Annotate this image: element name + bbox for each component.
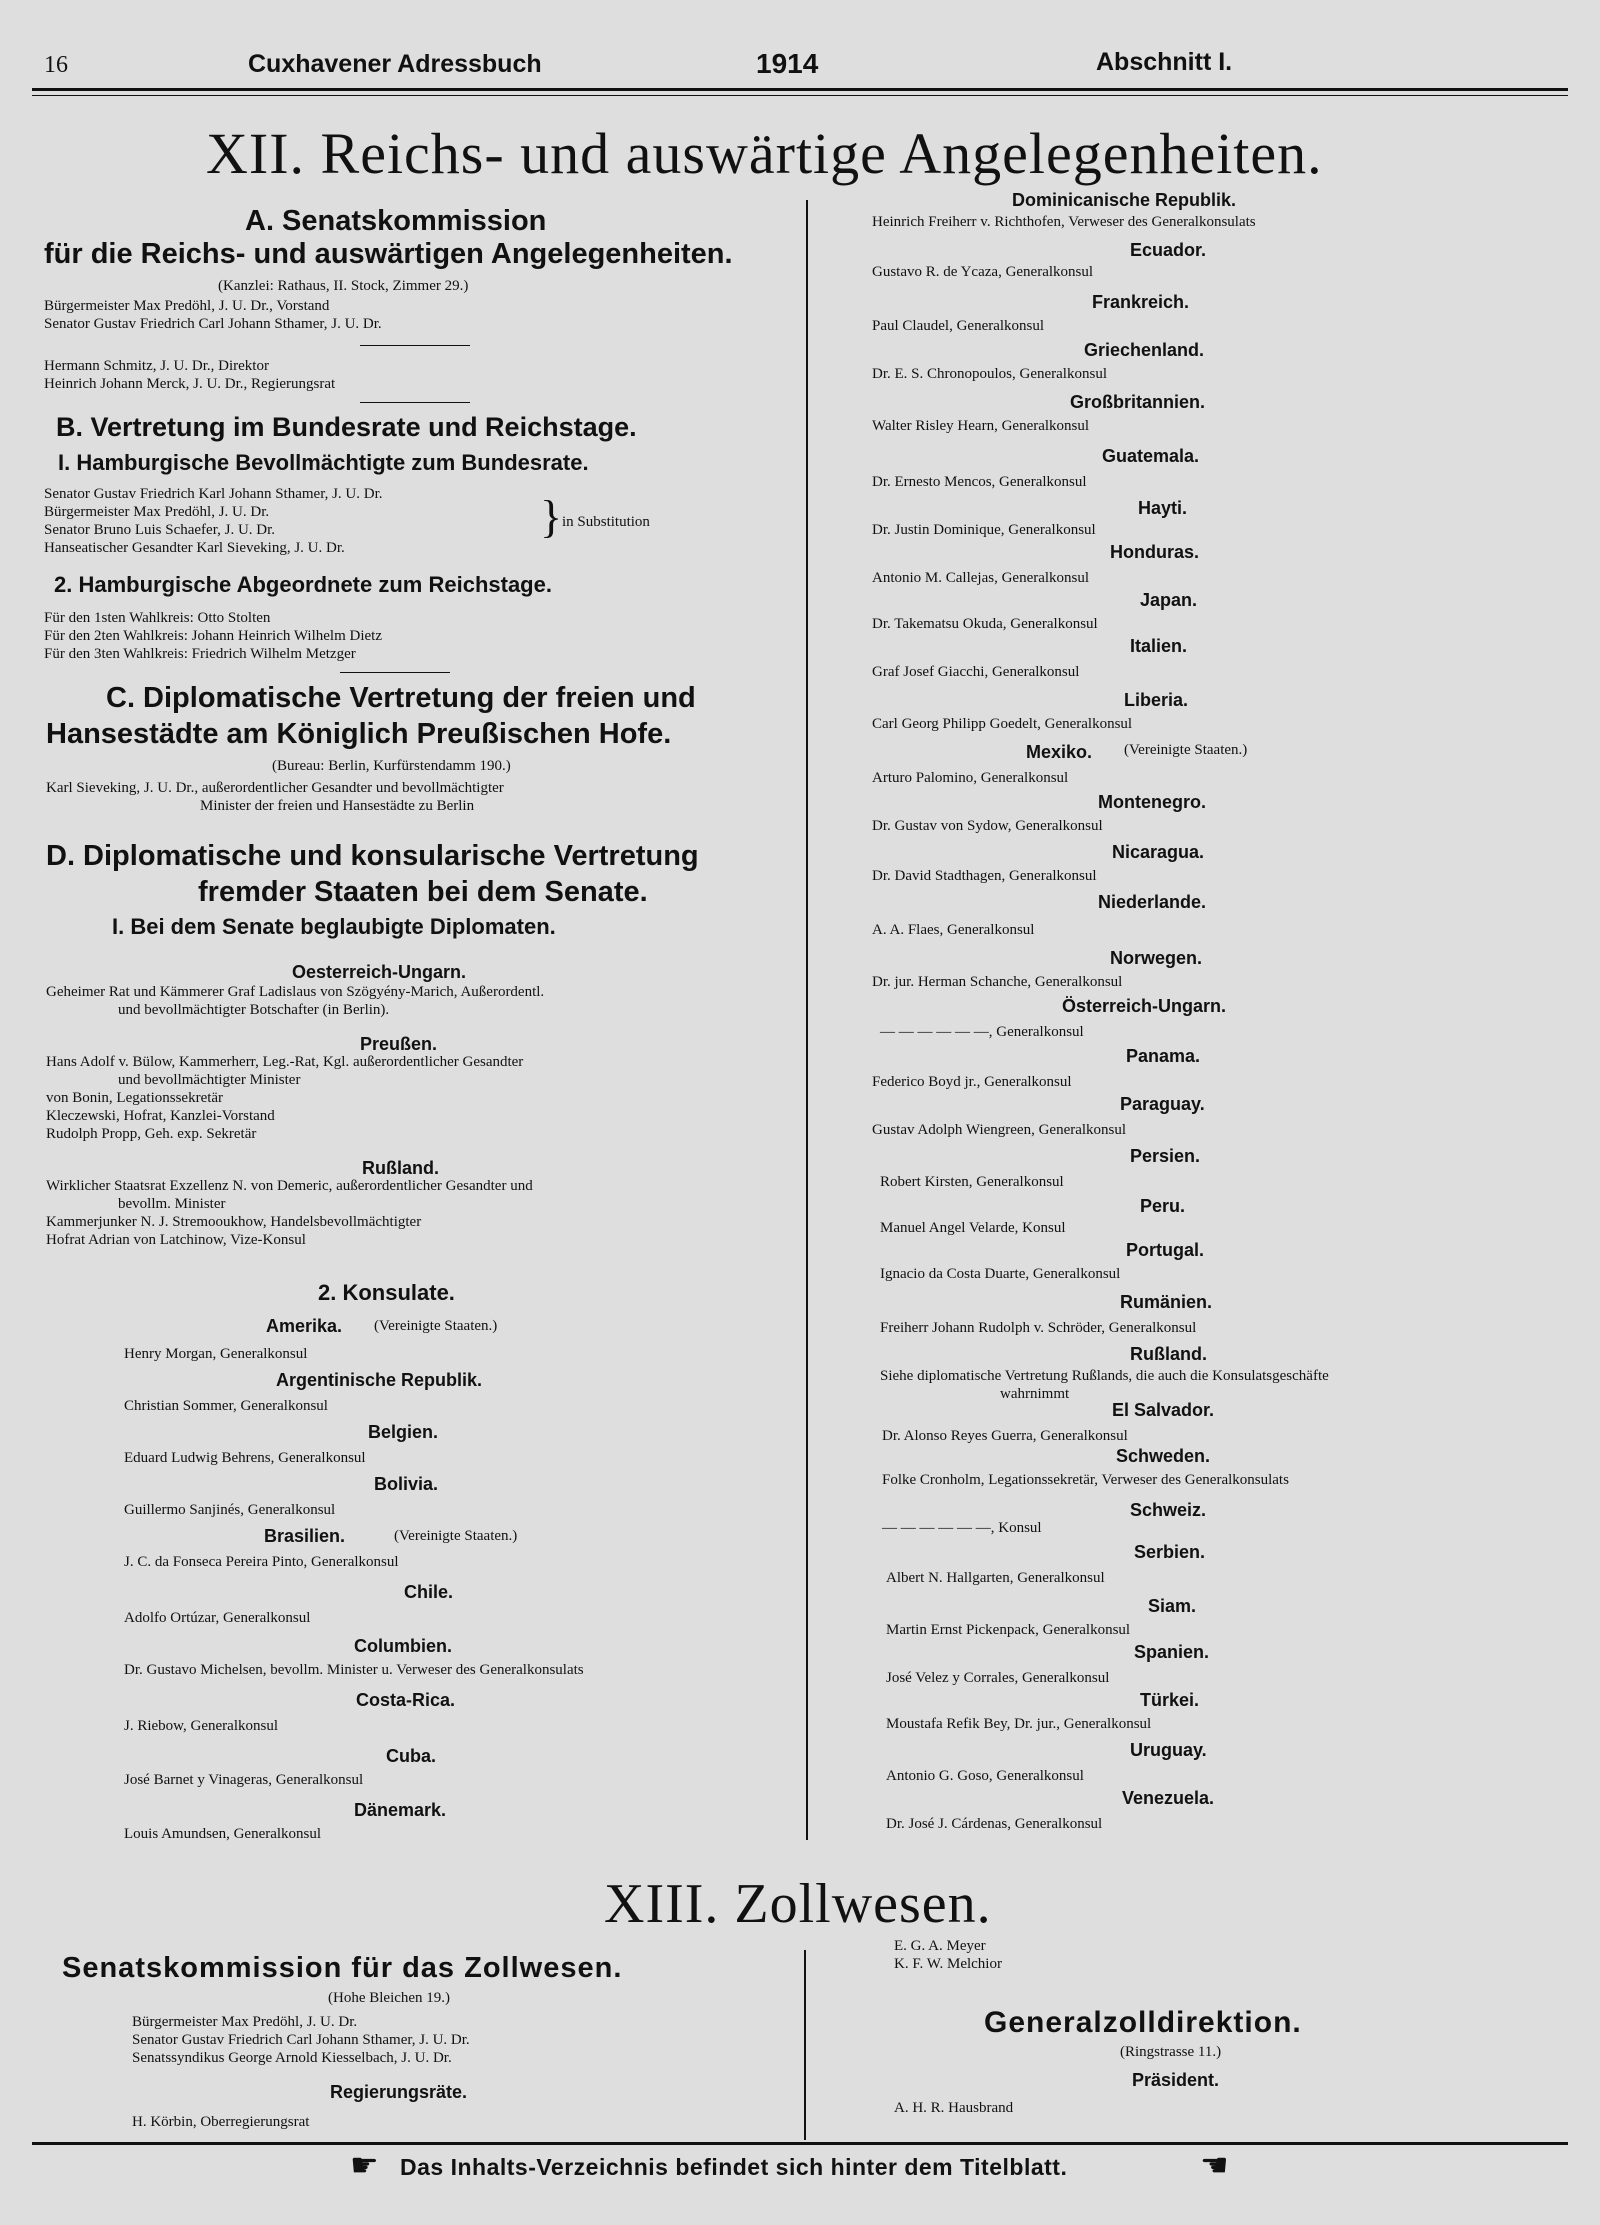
consulate-country: Niederlande. (1098, 892, 1207, 912)
consulate-country: Costa-Rica. (356, 1690, 456, 1710)
section-a-office: (Kanzlei: Rathaus, II. Stock, Zimmer 29.) (218, 278, 469, 294)
section-c-line: Karl Sieveking, J. U. Dr., außerordentlicher Gesandter und bevollmächtigter (46, 780, 504, 796)
consulate-person: A. A. Flaes, Generalkonsul (872, 922, 1035, 938)
consulate-person: Arturo Palomino, Generalkonsul (872, 770, 1069, 786)
consulate-country: Rußland. (1130, 1344, 1207, 1364)
consulate-country: Schweiz. (1130, 1500, 1207, 1520)
consulate-country: Nicaragua. (1112, 842, 1205, 862)
consulate-country: Portugal. (1126, 1240, 1205, 1260)
consulate-note: (Vereinigte Staaten.) (1124, 742, 1248, 758)
consulate-person: J. C. da Fonseca Pereira Pinto, Generalkonsul (124, 1554, 399, 1570)
year: 1914 (756, 48, 819, 79)
footer-note: Das Inhalts-Verzeichnis befindet sich hinter dem Titelblatt. (400, 2154, 1068, 2180)
country-heading: Oesterreich-Ungarn. (292, 962, 467, 982)
section-xii-title: XII. Reichs- und auswärtige Angelegenheiten. (206, 121, 1323, 186)
consulate-person: Ignacio da Costa Duarte, Generalkonsul (880, 1266, 1121, 1282)
section-b-sub1: I. Hamburgische Bevollmächtigte zum Bundesrate. (58, 450, 589, 475)
list-item: A. H. R. Hausbrand (894, 2100, 1014, 2116)
consulate-country: Siam. (1148, 1596, 1197, 1616)
list-item: Kleczewski, Hofrat, Kanzlei-Vorstand (46, 1108, 275, 1124)
consulate-country: Columbien. (354, 1636, 452, 1656)
list-item: Für den 3ten Wahlkreis: Friedrich Wilhelm Metzger (44, 646, 356, 662)
list-item: Bürgermeister Max Predöhl, J. U. Dr. (44, 504, 270, 520)
consulate-person: Dr. José J. Cárdenas, Generalkonsul (886, 1816, 1103, 1832)
consulate-person: Dr. Justin Dominique, Generalkonsul (872, 522, 1096, 538)
section-d-sub1: I. Bei dem Senate beglaubigte Diplomaten. (112, 914, 556, 939)
consulate-person: Moustafa Refik Bey, Dr. jur., Generalkonsul (886, 1716, 1152, 1732)
consulate-person: Antonio M. Callejas, Generalkonsul (872, 570, 1090, 586)
consulate-country: Dänemark. (354, 1800, 447, 1820)
consulate-country: El Salvador. (1112, 1400, 1215, 1420)
consulate-country: Spanien. (1134, 1642, 1210, 1662)
consulate-person: Siehe diplomatische Vertretung Rußlands, die auch die Konsulatsgeschäfte (880, 1368, 1329, 1384)
consulate-country: Argentinische Republik. (276, 1370, 483, 1390)
consulate-person: Gustav Adolph Wiengreen, Generalkonsul (872, 1122, 1127, 1138)
consulate-country: Amerika. (266, 1316, 343, 1336)
consulate-country: Ecuador. (1130, 240, 1207, 260)
consulate-country: Liberia. (1124, 690, 1189, 710)
consulate-country: Italien. (1130, 636, 1188, 656)
list-item: H. Körbin, Oberregierungsrat (132, 2114, 310, 2130)
consulate-country: Cuba. (386, 1746, 437, 1766)
list-item: und bevollmächtigter Minister (118, 1072, 301, 1088)
consulate-country: Japan. (1140, 590, 1198, 610)
zoll-left-sub: Regierungsräte. (330, 2082, 468, 2102)
list-item: Rudolph Propp, Geh. exp. Sekretär (46, 1126, 257, 1142)
section-c-office: (Bureau: Berlin, Kurfürstendamm 190.) (272, 758, 511, 774)
consulate-country: Norwegen. (1110, 948, 1203, 968)
list-item: K. F. W. Melchior (894, 1956, 1002, 1972)
substitution-note: in Substitution (562, 514, 650, 530)
consulate-person: Manuel Angel Velarde, Konsul (880, 1220, 1066, 1236)
consulate-country: Honduras. (1110, 542, 1200, 562)
section-label: Abschnitt I. (1096, 48, 1233, 76)
consulate-country: Serbien. (1134, 1542, 1206, 1562)
list-item: Für den 2ten Wahlkreis: Johann Heinrich Wilhelm Dietz (44, 628, 382, 644)
consulate-note: (Vereinigte Staaten.) (374, 1318, 498, 1334)
consulate-country: Großbritannien. (1070, 392, 1205, 412)
consulate-person-cont: wahrnimmt (1000, 1386, 1070, 1402)
country-heading: Rußland. (362, 1158, 439, 1178)
divider (360, 402, 470, 403)
consulate-country: Belgien. (368, 1422, 439, 1442)
consulate-person: J. Riebow, Generalkonsul (124, 1718, 278, 1734)
consulate-country: Österreich-Ungarn. (1062, 996, 1227, 1016)
list-item: Bürgermeister Max Predöhl, J. U. Dr. (132, 2014, 358, 2030)
section-c-heading: C. Diplomatische Vertretung der freien und (106, 682, 696, 714)
section-c-line: Minister der freien und Hansestädte zu Berlin (200, 798, 475, 814)
consulate-person: Dr. Ernesto Mencos, Generalkonsul (872, 474, 1087, 490)
consulate-person: Dr. David Stadthagen, Generalkonsul (872, 868, 1097, 884)
consulate-person: Gustavo R. de Ycaza, Generalkonsul (872, 264, 1094, 280)
zoll-left-office: (Hohe Bleichen 19.) (328, 1990, 451, 2006)
list-item: Wirklicher Staatsrat Exzellenz N. von Demeric, außerordentlicher Gesandter und (46, 1178, 533, 1194)
consulate-person: Louis Amundsen, Generalkonsul (124, 1826, 322, 1842)
list-item: E. G. A. Meyer (894, 1938, 986, 1954)
brace: } (540, 491, 563, 542)
consulate-person: José Barnet y Vinageras, Generalkonsul (124, 1772, 364, 1788)
consulate-country: Türkei. (1140, 1690, 1200, 1710)
consulate-person: Heinrich Freiherr v. Richthofen, Verweser des Generalkonsulats (872, 214, 1256, 230)
consulate-person: Graf Josef Giacchi, Generalkonsul (872, 664, 1080, 680)
consulate-person: Walter Risley Hearn, Generalkonsul (872, 418, 1090, 434)
list-item: Kammerjunker N. J. Stremooukhow, Handelsbevollmächtigter (46, 1214, 422, 1230)
consulate-country: Panama. (1126, 1046, 1201, 1066)
section-xiii-title: XIII. Zollwesen. (604, 1873, 992, 1935)
zoll-right-office: (Ringstrasse 11.) (1120, 2044, 1222, 2060)
list-item: Senator Gustav Friedrich Karl Johann Sthamer, J. U. Dr. (44, 486, 383, 502)
list-item: Für den 1sten Wahlkreis: Otto Stolten (44, 610, 271, 626)
consulate-person: Paul Claudel, Generalkonsul (872, 318, 1045, 334)
zoll-left-heading: Senatskommission für das Zollwesen. (62, 1952, 623, 1984)
list-item: Hofrat Adrian von Latchinow, Vize-Konsul (46, 1232, 306, 1248)
list-item: von Bonin, Legationssekretär (46, 1090, 224, 1106)
section-b-heading: B. Vertretung im Bundesrate und Reichstage. (56, 412, 637, 442)
list-item: und bevollmächtigter Botschafter (in Berlin). (118, 1002, 390, 1018)
consulate-country: Hayti. (1138, 498, 1188, 518)
list-item: Senator Bruno Luis Schaefer, J. U. Dr. (44, 522, 276, 538)
consulate-country: Griechenland. (1084, 340, 1205, 360)
header-rule (32, 88, 1568, 91)
list-item: Senator Gustav Friedrich Carl Johann Sthamer, J. U. Dr. (132, 2032, 470, 2048)
list-item: Hans Adolf v. Bülow, Kammerherr, Leg.-Rat, Kgl. außerordentlicher Gesandter (46, 1054, 524, 1070)
consulate-person: Dr. Gustavo Michelsen, bevollm. Minister u. Verweser des Generalkonsulats (124, 1662, 584, 1678)
divider (340, 672, 450, 673)
consulate-person: Christian Sommer, Generalkonsul (124, 1398, 328, 1414)
section-a-line: Bürgermeister Max Predöhl, J. U. Dr., Vorstand (44, 298, 330, 314)
book-title: Cuxhavener Adressbuch (248, 50, 542, 78)
list-item: Hanseatischer Gesandter Karl Sieveking, J. U. Dr. (44, 540, 345, 556)
consulate-country: Guatemala. (1102, 446, 1200, 466)
list-item: Geheimer Rat und Kämmerer Graf Ladislaus von Szögyény-Marich, Außerordentl. (46, 984, 545, 1000)
section-d-heading-2: fremder Staaten bei dem Senate. (198, 876, 648, 908)
consulate-country: Rumänien. (1120, 1292, 1213, 1312)
consulate-country: Peru. (1140, 1196, 1186, 1216)
consulate-country: Venezuela. (1122, 1788, 1215, 1808)
hand-pointer-left-icon: ☚ (1200, 2147, 1229, 2183)
consulate-person: Dr. Takematsu Okuda, Generalkonsul (872, 616, 1098, 632)
column-divider (806, 200, 808, 1840)
page-number: 16 (44, 52, 68, 78)
consulate-person: Freiherr Johann Rudolph v. Schröder, Generalkonsul (880, 1320, 1197, 1336)
consulate-person: Dr. Alonso Reyes Guerra, Generalkonsul (882, 1428, 1128, 1444)
consulate-person: Dr. Gustav von Sydow, Generalkonsul (872, 818, 1103, 834)
country-heading: Preußen. (360, 1034, 438, 1054)
consulate-person: — — — — — —, Generalkonsul (880, 1024, 1084, 1040)
zoll-right-sub: Präsident. (1132, 2070, 1220, 2090)
zoll-right-heading: Generalzolldirektion. (984, 2006, 1302, 2039)
consulate-person: Dr. jur. Herman Schanche, Generalkonsul (872, 974, 1123, 990)
section-a-line: Heinrich Johann Merck, J. U. Dr., Regierungsrat (44, 376, 336, 392)
section-a-heading-2: für die Reichs- und auswärtigen Angelegenheiten. (44, 238, 733, 270)
section-d-heading: D. Diplomatische und konsularische Vertretung (46, 840, 699, 872)
column-divider-xiii (804, 1950, 806, 2140)
consulate-country: Dominicanische Republik. (1012, 190, 1237, 210)
consulate-person: Dr. E. S. Chronopoulos, Generalkonsul (872, 366, 1107, 382)
consulate-country: Paraguay. (1120, 1094, 1205, 1114)
consulate-person: Folke Cronholm, Legationssekretär, Verweser des Generalkonsulats (882, 1472, 1289, 1488)
list-item: Senatssyndikus George Arnold Kiesselbach, J. U. Dr. (132, 2050, 452, 2066)
consulate-person: Adolfo Ortúzar, Generalkonsul (124, 1610, 311, 1626)
consulate-person: Carl Georg Philipp Goedelt, Generalkonsul (872, 716, 1133, 732)
header-rule-thin (32, 95, 1568, 96)
consulate-country: Schweden. (1116, 1446, 1211, 1466)
consulate-country: Frankreich. (1092, 292, 1190, 312)
consulate-country: Persien. (1130, 1146, 1201, 1166)
section-d-sub2: 2. Konsulate. (318, 1280, 455, 1305)
consulate-person: José Velez y Corrales, Generalkonsul (886, 1670, 1110, 1686)
consulate-country: Bolivia. (374, 1474, 439, 1494)
consulate-person: Albert N. Hallgarten, Generalkonsul (886, 1570, 1105, 1586)
hand-pointer-right-icon: ☛ (350, 2147, 379, 2183)
consulate-person: Eduard Ludwig Behrens, Generalkonsul (124, 1450, 366, 1466)
consulate-person: Martin Ernst Pickenpack, Generalkonsul (886, 1622, 1131, 1638)
consulate-person: Robert Kirsten, Generalkonsul (880, 1174, 1064, 1190)
section-a-line: Hermann Schmitz, J. U. Dr., Direktor (44, 358, 269, 374)
section-b-sub2: 2. Hamburgische Abgeordnete zum Reichstage. (54, 572, 552, 597)
consulate-country: Mexiko. (1026, 742, 1093, 762)
footer-rule (32, 2142, 1568, 2145)
section-a-line: Senator Gustav Friedrich Carl Johann Sthamer, J. U. Dr. (44, 316, 382, 332)
consulate-person: — — — — — —, Konsul (882, 1520, 1042, 1536)
divider (360, 345, 470, 346)
section-a-heading: A. Senatskommission (245, 205, 547, 237)
consulate-person: Federico Boyd jr., Generalkonsul (872, 1074, 1072, 1090)
consulate-person: Henry Morgan, Generalkonsul (124, 1346, 308, 1362)
consulate-person: Antonio G. Goso, Generalkonsul (886, 1768, 1084, 1784)
section-c-heading-2: Hansestädte am Königlich Preußischen Hofe. (46, 718, 672, 750)
consulate-country: Brasilien. (264, 1526, 346, 1546)
consulate-note: (Vereinigte Staaten.) (394, 1528, 518, 1544)
consulate-person: Guillermo Sanjinés, Generalkonsul (124, 1502, 336, 1518)
consulate-country: Montenegro. (1098, 792, 1206, 812)
consulate-country: Chile. (404, 1582, 454, 1602)
consulate-country: Uruguay. (1130, 1740, 1207, 1760)
list-item: bevollm. Minister (118, 1196, 226, 1212)
